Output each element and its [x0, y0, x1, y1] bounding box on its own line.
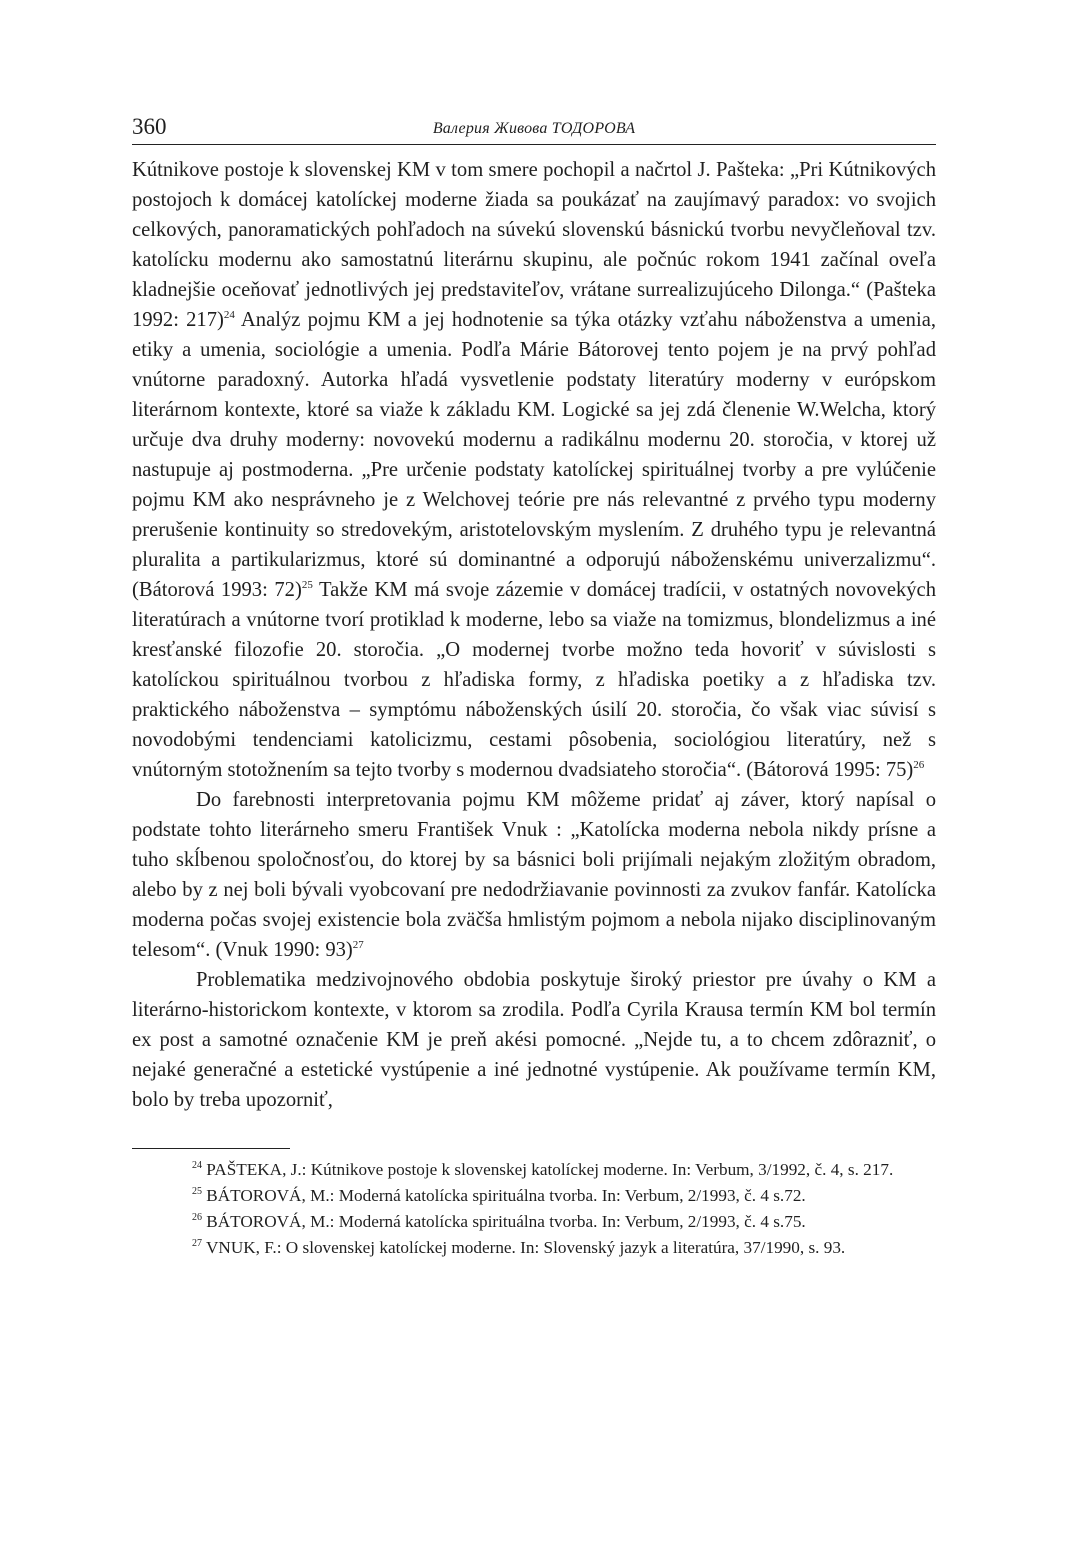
text-segment: Analýz pojmu KM a jej hodnotenie sa týka otázky vzťahu náboženstva a umenia, etiky a umenia, sociológie a umenia. Podľa Márie Bátorovej tento pojem je na prvý pohľad vnútorne paradoxný. Autorka hľadá vysvetlenie podstaty literatúry moderny v európskom literárnom kontexte, ktoré sa viaže k základu KM. Logické sa jej zdá členenie W.Welcha, ktorý určuje dva druhy moderny: novovekú modernu a radikálnu modernu 20. storočia, v ktorej už nastupuje aj postmoderna. „Pre určenie podstaty katolíckej spirituálnej tvorby a pre vylúčenie pojmu KM ako nesprávneho je z Welchovej teórie pre nás relevantné z prvého typu moderny prerušenie kontinuity so stredovekým, aristotelovským myslením. Z druhého typu je relevantná pluralita a partikularizmus, ktoré sú dominantné a odporujú náboženskému univerzalizmu“. (Bátorová 1993: 72)	[132, 309, 936, 601]
footnote-number: 26	[192, 1212, 202, 1223]
footnote-ref[interactable]: 25	[301, 579, 313, 591]
footnote-ref[interactable]: 27	[352, 939, 364, 951]
text-segment: Problematika medzivojnového obdobia poskytuje široký priestor pre úvahy o KM a literárno-historickom kontexte, v ktorom sa zrodila. Podľa Cyrila Krausa termín KM bol termín ex post a samotné označenie KM je preň akési pomocné. „Nejde tu, a to chcem zdôrazniť, o nejaké generačné a estetické vystúpenie a iné jednotné vystúpenie. Ak používame termín KM, bolo by treba upozorniť,	[132, 969, 936, 1111]
footnote-number: 24	[192, 1160, 202, 1171]
footnote-text: BÁTOROVÁ, M.: Moderná katolícka spirituálna tvorba. In: Verbum, 2/1993, č. 4 s.72.	[206, 1186, 806, 1205]
footnote	[132, 1157, 936, 1183]
text-segment: Takže KM má svoje zázemie v domácej tradícii, v ostatných novovekých literatúrach a vnútorne tvorí protiklad k moderne, lebo sa viaže na tomizmus, blondelizmus a iné kresťanské filozofie 20. storočia. „O modernej tvorbe možno teda hovoriť v súvislosti s katolíckou spirituálnou tvorbou z hľadiska formy, z hľadiska poetiky a z hľadiska tzv. praktického náboženstva – symptómu náboženských úsilí 20. storočia, čo však viac súvisí s novodobými tendenciami katolicizmu, cestami pôsobenia, sociológiou literatúry, než s vnútorným stotožnením sa tejto tvorby s modernou dvadsiateho storočia“. (Bátorová 1995: 75)	[132, 579, 936, 781]
footnote-separator	[132, 1148, 290, 1149]
footnote-ref[interactable]: 26	[913, 759, 925, 771]
text-segment: Do farebnosti interpretovania pojmu KM môžeme pridať aj záver, ktorý napísal o podstate tohto literárneho smeru František Vnuk : „Katolícka moderna nebola nikdy prísne a tuho skĺbenou spoločnosťou, do ktorej by sa básnici boli prijímali nejakým zložitým obradom, alebo by z nej boli bývali vyobcovaní pre nedodržiavanie povinnosti za zvukov fanfár. Katolícka moderna počas svojej existencie bola zväčša hmlistým pojmom a nebola nijako disciplinovaným telesom“. (Vnuk 1990: 93)	[132, 789, 936, 961]
footnote-ref[interactable]: 24	[223, 309, 235, 321]
footnotes	[132, 1157, 936, 1261]
footnote-number: 25	[192, 1186, 202, 1197]
paragraph	[132, 155, 936, 785]
footnote	[132, 1209, 936, 1235]
page-header	[132, 110, 936, 145]
footnote-number: 27	[192, 1238, 202, 1249]
paragraph	[132, 965, 936, 1115]
paragraph	[132, 785, 936, 965]
running-head: Валерия Живова ТОДОРОВА	[432, 120, 636, 137]
footnote	[132, 1183, 936, 1209]
page-number: 360	[132, 114, 167, 139]
text-segment: Kútnikove postoje k slovenskej KM v tom smere pochopil a načrtol J. Pašteka: „Pri Kútnikových postojoch k domácej katolíckej moderne žiada sa poukázať na zaujímavý paradox: vo svojich celkových, panoramatických pohľadoch na súvekú slovenskú básnickú tvorbu nevyčleňoval tzv. katolícku modernu ako samostatnú literárnu skupinu, ale počnúc rokom 1941 začínal oveľa kladnejšie oceňovať jednotlivých jej predstaviteľov, vrátane surrealizujúceho Dilonga.“ (Pašteka 1992: 217)	[132, 159, 936, 331]
body-text	[132, 155, 936, 1115]
footnote-text: PAŠTEKA, J.: Kútnikove postoje k slovenskej katolíckej moderne. In: Verbum, 3/1992, č. 4, s. 217.	[206, 1160, 894, 1179]
footnote-text: BÁTOROVÁ, M.: Moderná katolícka spirituálna tvorba. In: Verbum, 2/1993, č. 4 s.75.	[206, 1212, 806, 1231]
footnote	[132, 1235, 936, 1261]
footnote-text: VNUK, F.: O slovenskej katolíckej moderne. In: Slovenský jazyk a literatúra, 37/1990, s. 93.	[206, 1238, 846, 1257]
document-page	[132, 110, 936, 1261]
